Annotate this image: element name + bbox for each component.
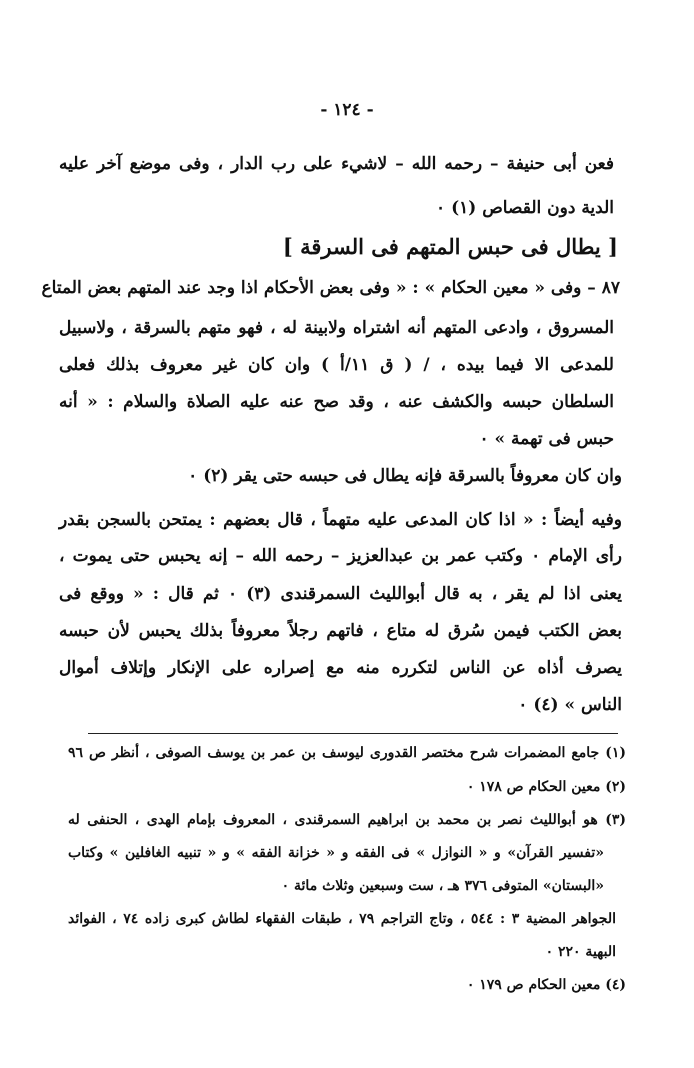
footnote-separator — [88, 733, 618, 734]
footnote-continuation: «البستان» المتوفى ٣٧٦ هـ ، ست وسبعين وثلاث مائة ٠ — [281, 878, 604, 894]
footnote: (٤) معين الحكام ص ١٧٩ ٠ — [466, 977, 626, 993]
section-heading: [ يطال فى حبس المتهم فى السرقة ] — [282, 234, 618, 259]
paragraph-start-line: ٨٧ – وفى « معين الحكام » : « وفى بعض الأحكام اذا وجد عند المتهم بعض المتاع — [41, 278, 620, 298]
text-line: رأى الإمام ٠ وكتب عمر بن عبدالعزيز – رحمه الله – إنه يحبس حتى يموت ، — [59, 546, 622, 566]
text-line: وان كان معروفاً بالسرقة فإنه يطال فى حبسه حتى يقر (٢) ٠ — [188, 466, 622, 486]
footnote-continuation: البهية ٢٢٠ ٠ — [545, 944, 616, 960]
footnote-continuation: «تفسير القرآن» و « النوازل » فى الفقه و « خزانة الفقه » و « تنبيه الغافلين » وكتاب — [68, 845, 604, 861]
text-line: يعنى اذا لم يقر ، به قال أبوالليث السمرقندى (٣) ٠ ثم قال : « ووقع فى — [59, 584, 623, 604]
text-line: الدية دون القصاص (١) ٠ — [436, 198, 614, 218]
footnote: (١) جامع المضمرات شرح مختصر القدورى ليوسف بن عمر بن يوسف الصوفى ، أنظر ص ٩٦ — [68, 745, 626, 761]
text-line: السلطان حبسه والكشف عنه ، وقد صح عنه عليه الصلاة والسلام : « أنه — [59, 392, 614, 412]
text-line: حبس فى تهمة » ٠ — [479, 429, 614, 449]
text-line: وفيه أيضاً : « اذا كان المدعى عليه متهماً ، قال بعضهم : يمتحن بالسجن بقدر — [59, 510, 622, 530]
page-number: - ١٢٤ - — [320, 100, 374, 120]
text-line: يصرف أذاه عن الناس لتكرره منه مع إصراره على الإنكار وإتلاف أموال — [59, 658, 622, 678]
footnote: (٣) هو أبوالليث نصر بن محمد بن ابراهيم السمرقندى ، المعروف بإمام الهدى ، الحنفى له — [68, 812, 626, 828]
footnote: (٢) معين الحكام ص ١٧٨ ٠ — [466, 779, 626, 795]
text-line: المسروق ، وادعى المتهم أنه اشتراه ولابينة له ، فهو متهم بالسرقة ، ولاسبيل — [59, 318, 614, 338]
text-line: للمدعى الا فيما بيده ، / ( ق ١١/أ ) وان كان غير معروف بذلك فعلى — [59, 355, 614, 375]
text-line: بعض الكتب فيمن سُرق له متاع ، فاتهم رجلاً معروفاً بذلك يحبس لأن حبسه — [59, 621, 622, 641]
footnote-continuation: الجواهر المضية ٣ : ٥٤٤ ، وتاج التراجم ٧٩ ، طبقات الفقهاء لطاش كبرى زاده ٧٤ ، الفوائد — [68, 911, 616, 927]
text-line: فعن أبى حنيفة – رحمه الله – لاشيء على رب الدار ، وفى موضع آخر عليه — [59, 154, 614, 174]
text-line: الناس » (٤) ٠ — [518, 695, 622, 715]
